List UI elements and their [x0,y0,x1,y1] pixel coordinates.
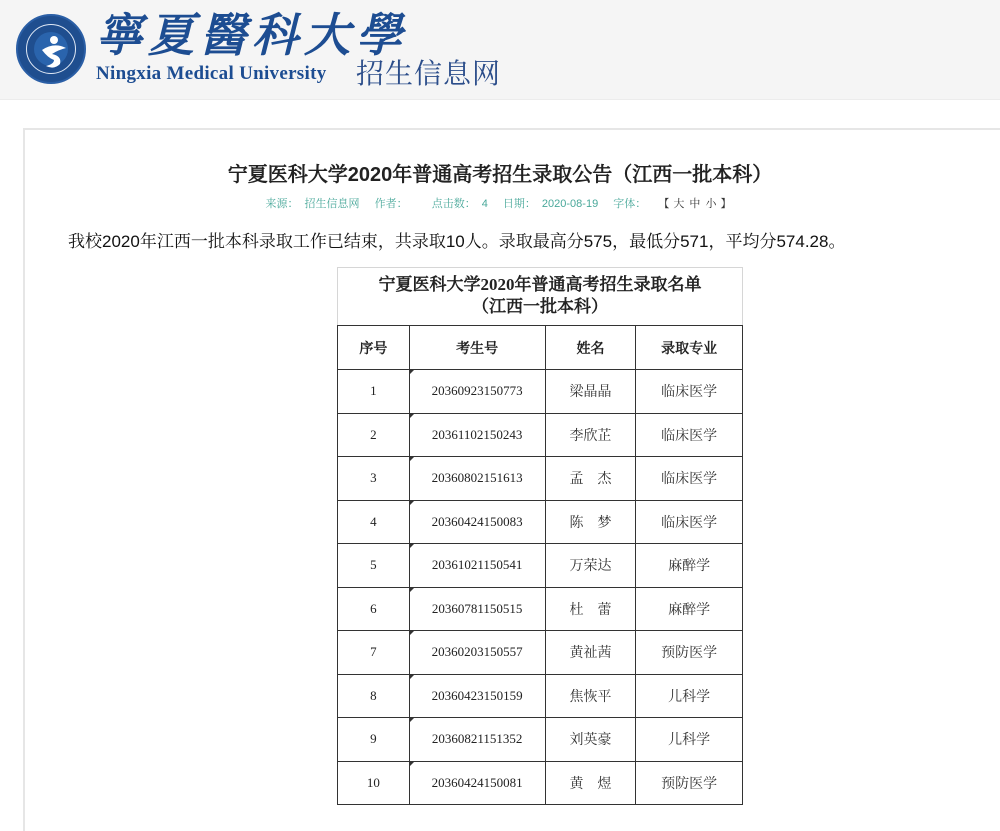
site-header [0,0,1000,100]
table-row [338,413,743,457]
list-title-line2: （江西一批本科） [472,297,608,316]
cell-index: 2 [338,413,410,457]
cell-major: 麻醉学 [636,544,743,588]
university-emblem-icon[interactable] [16,14,86,84]
bracket-close: 】 [720,198,732,210]
source-label: 来源： [265,198,299,210]
cell-name: 陈 梦 [545,500,636,544]
cell-name: 孟 杰 [545,457,636,501]
col-header-exam-id: 考生号 [409,326,545,370]
table-row [338,587,743,631]
cell-exam-id: 20360802151613 [409,457,545,501]
article-meta [0,195,1000,211]
cell-name: 刘英豪 [545,718,636,762]
table-row [338,370,743,414]
article-title: 宁夏医科大学2020年普通高考招生录取公告（江西一批本科） [227,164,773,186]
table-header-row [338,326,743,370]
emblem-figure-icon [18,16,88,86]
cell-exam-id: 20360923150773 [409,370,545,414]
cell-index: 9 [338,718,410,762]
font-label: 字体： [613,198,647,210]
table-row [338,631,743,675]
table-row [338,544,743,588]
cell-exam-id: 20361102150243 [409,413,545,457]
admission-list-title [337,267,743,325]
cell-major: 临床医学 [636,457,743,501]
cell-name: 万荣达 [545,544,636,588]
cell-exam-id: 20361021150541 [409,544,545,588]
cell-major: 临床医学 [636,500,743,544]
bracket-open: 【 [658,198,670,210]
cell-major: 临床医学 [636,413,743,457]
cell-index: 1 [338,370,410,414]
cell-index: 5 [338,544,410,588]
col-header-name: 姓名 [545,326,636,370]
cell-index: 7 [338,631,410,675]
list-title-line1: 宁夏医科大学2020年普通高考招生录取名单 [378,275,702,294]
cell-major: 麻醉学 [636,587,743,631]
cell-exam-id: 20360821151352 [409,718,545,762]
cell-name: 杜 蕾 [545,587,636,631]
cell-name: 黄祉茜 [545,631,636,675]
table-row [338,674,743,718]
admission-list [337,267,743,805]
table-row [338,761,743,805]
site-name[interactable]: 招生信息网 [356,58,502,89]
article-summary: 我校2020年江西一批本科录取工作已结束，共录取10人。录取最高分575，最低分571，平均分574.28。 [68,232,846,251]
cell-index: 10 [338,761,410,805]
cell-name: 黄 煜 [545,761,636,805]
logo-english-name[interactable]: Ningxia Medical University [96,63,327,84]
font-medium-link[interactable]: 中 [689,198,701,210]
meta-author [372,198,417,210]
logo-chinese-name[interactable]: 寧夏醫科大學 [96,10,408,61]
cell-exam-id: 20360203150557 [409,631,545,675]
source-value: 招生信息网 [304,198,360,210]
cell-index: 3 [338,457,410,501]
table-row [338,500,743,544]
date-value: 2020-08-19 [541,198,599,210]
cell-exam-id: 20360424150081 [409,761,545,805]
cell-exam-id: 20360781150515 [409,587,545,631]
cell-major: 预防医学 [636,631,743,675]
cell-name: 梁晶晶 [545,370,636,414]
meta-source [263,198,363,210]
clicks-value: 4 [481,198,488,210]
table-row [338,457,743,501]
cell-name: 李欣芷 [545,413,636,457]
font-size-switcher [655,198,734,210]
cell-index: 6 [338,587,410,631]
font-small-link[interactable]: 小 [705,198,717,210]
cell-exam-id: 20360423150159 [409,674,545,718]
font-large-link[interactable]: 大 [673,198,685,210]
author-label: 作者： [374,198,408,210]
cell-major: 临床医学 [636,370,743,414]
cell-index: 4 [338,500,410,544]
cell-exam-id: 20360424150083 [409,500,545,544]
cell-index: 8 [338,674,410,718]
cell-major: 儿科学 [636,674,743,718]
cell-major: 儿科学 [636,718,743,762]
meta-date [500,198,601,210]
meta-clicks [426,198,491,210]
cell-major: 预防医学 [636,761,743,805]
col-header-major: 录取专业 [636,326,743,370]
col-header-index: 序号 [338,326,410,370]
date-label: 日期： [502,198,536,210]
table-row [338,718,743,762]
meta-font [610,198,737,210]
clicks-label: 点击数： [431,198,476,210]
admission-table [337,325,743,805]
cell-name: 焦恢平 [545,674,636,718]
